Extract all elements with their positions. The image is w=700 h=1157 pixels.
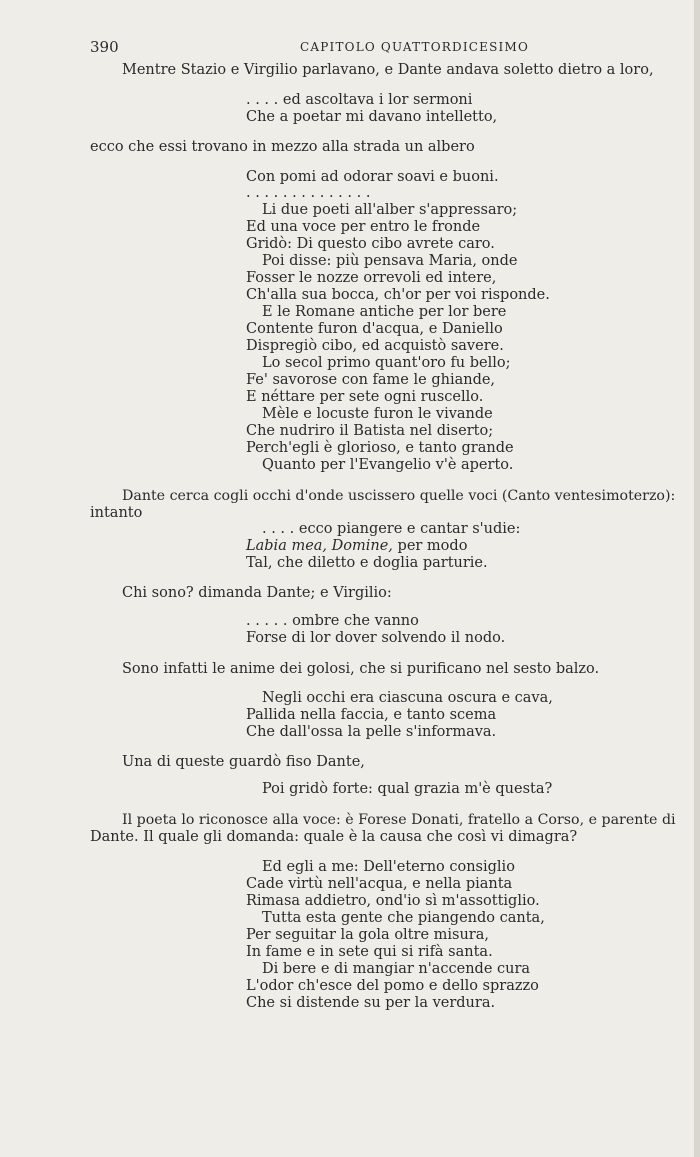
verse-line: . . . . ed ascoltava i lor sermoni — [246, 92, 473, 108]
prose-line: ecco che essi trovano in mezzo alla strada un albero — [90, 139, 475, 155]
verse-line: E le Romane antiche per lor bere — [262, 304, 507, 320]
prose-line: Una di queste guardò fiso Dante, — [122, 754, 365, 770]
verse-line: In fame e in sete qui si rifà santa. — [246, 944, 493, 960]
page-number: 390 — [90, 38, 119, 56]
running-title: CAPITOLO QUATTORDICESIMO — [300, 40, 530, 54]
verse-line: Lo secol primo quant'oro fu bello; — [262, 355, 511, 371]
prose-line: Il poeta lo riconosce alla voce: è Forese Donati, fratello a Corso, e parente di — [122, 812, 676, 828]
prose-line: Dante. Il quale gli domanda: quale è la causa che così vi dimagra? — [90, 829, 578, 845]
ellipsis-line: . . . . . . . . . . . . . . — [246, 185, 371, 201]
verse-line: Li due poeti all'alber s'appressaro; — [262, 202, 518, 218]
verse-line: Poi gridò forte: qual grazia m'è questa? — [262, 781, 553, 797]
verse-line: Per seguitar la gola oltre misura, — [246, 927, 489, 943]
verse-line: Tal, che diletto e doglia parturie. — [246, 555, 488, 571]
verse-line: Che a poetar mi davano intelletto, — [246, 109, 498, 125]
prose-line: Dante cerca cogli occhi d'onde uscissero quelle voci (Canto ventesimoterzo): — [122, 488, 676, 504]
page-edge — [694, 0, 700, 1157]
verse-line — [246, 538, 467, 555]
verse-line: Negli occhi era ciascuna oscura e cava, — [262, 690, 553, 706]
verse-line: Che si distende su per la verdura. — [246, 995, 496, 1011]
verse-line: Che nudrirо il Batista nel diserto; — [246, 423, 494, 439]
latin-phrase: Labia mea, Domine, — [246, 538, 393, 554]
prose-line: Chi sono? dimanda Dante; e Virgilio: — [122, 585, 392, 601]
verse-line: Ch'alla sua bocca, ch'or per voi risponde. — [246, 287, 550, 303]
verse-line: Fosser le nozze orrevoli ed intere, — [246, 270, 497, 286]
prose-line: Sono infatti le anime dei golosi, che si purificano nel sesto balzo. — [122, 661, 600, 677]
verse-line: Dispregiò cibo, ed acquistò savere. — [246, 338, 504, 354]
verse-line: Perch'egli è glorioso, e tanto grande — [246, 440, 514, 456]
verse-line: Mèle e locuste furon le vivande — [262, 406, 493, 422]
verse-line: Che dall'ossa la pelle s'informava. — [246, 724, 497, 740]
verse-line: Ed una voce per entro le fronde — [246, 219, 481, 235]
verse-line: E néttare per sete ogni ruscello. — [246, 389, 484, 405]
verse-line: Con pomi ad odorar soavi e buoni. — [246, 169, 499, 185]
verse-line: Quanto per l'Evangelio v'è aperto. — [262, 457, 514, 473]
verse-line: . . . . . ombre che vanno — [246, 613, 419, 629]
verse-line: Fe' savorose con fame le ghiande, — [246, 372, 496, 388]
verse-line: Cade virtù nell'acqua, e nella pianta — [246, 876, 513, 892]
verse-line: Contente furon d'acqua, e Daniello — [246, 321, 503, 337]
prose-line: Mentre Stazio e Virgilio parlavano, e Dante andava soletto dietro a loro, — [122, 62, 654, 78]
prose-line: intanto — [90, 505, 143, 521]
verse-line-rest: per modo — [392, 538, 468, 554]
page-header — [90, 38, 690, 58]
verse-line: . . . . ecco piangere e cantar s'udie: — [262, 521, 521, 537]
verse-line: Di bere e di mangiar n'accende cura — [262, 961, 531, 977]
verse-line: Gridò: Di questo cibo avrete caro. — [246, 236, 495, 252]
verse-line: Tutta esta gente che piangendo canta, — [262, 910, 545, 926]
verse-line: Forse di lor dover solvendo il nodo. — [246, 630, 506, 646]
verse-line: L'odor ch'esce del pomo e dello sprazzo — [246, 978, 539, 994]
verse-line: Pallida nella faccia, e tanto scema — [246, 707, 497, 723]
verse-line: Ed egli a me: Dell'eterno consiglio — [262, 859, 515, 875]
verse-line: Rimasa addietro, ond'io sì m'assottiglio. — [246, 893, 540, 909]
verse-line: Poi disse: più pensava Maria, onde — [262, 253, 518, 269]
